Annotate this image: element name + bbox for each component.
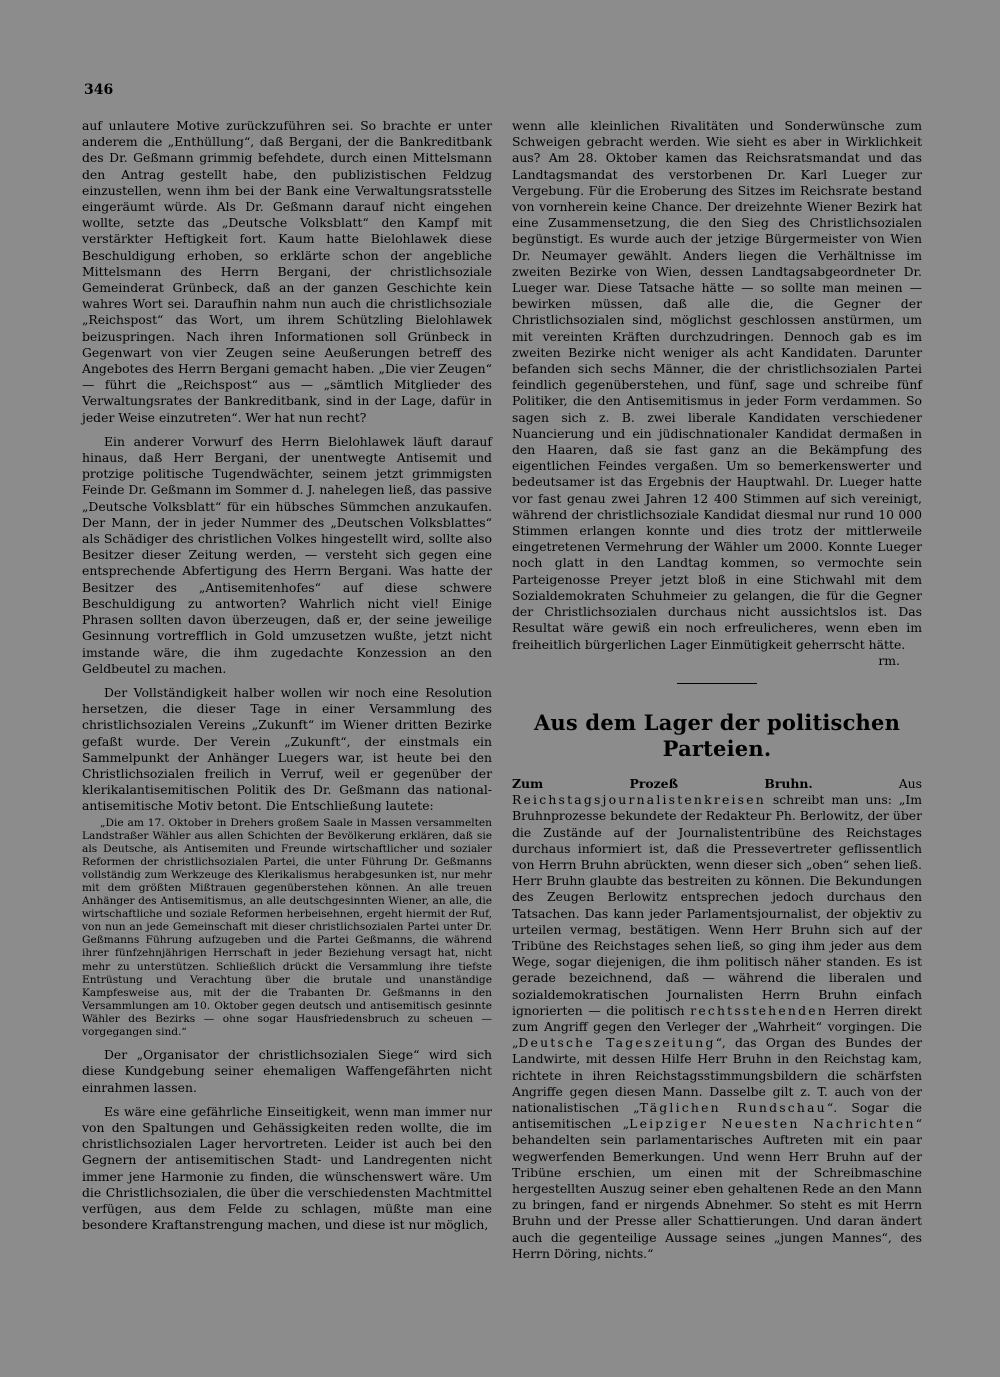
article-paragraph bbox=[512, 776, 922, 1262]
text-run: schreibt man uns: „Im Bruhnprozesse bekundete der Redakteur Ph. Berlowitz, der über die Zustände auf der Journalistentribüne des Reichstages durchaus informiert ist, daß die Pressevertreter geflissentlich von Herrn Bruhn abrückten, wenn dieser sich „oben“ sehen ließ. Herr Bruhn glaubte das bestreiten zu können. Die Bekundungen des Zeugen Berlowitz entsprechen jedoch durchaus den Tatsachen. Das kann jeder Parlamentsjournalist, der objektiv zu urteilen vermag, bestätigen. Wenn Herr Bruhn sich auf der Tribüne des Reichstages sehen ließ, so ging ihm jeder aus dem Wege, sogar diejenigen, die ihm politisch näher standen. Es ist gerade bezeichnend, daß — während die liberalen und sozialdemokratischen Journalisten Herrn Bruhn einfach ignorierten — die politisch bbox=[512, 792, 922, 1018]
paragraph: Der „Organisator der christlichsozialen Siege“ wird sich diese Kundgebung seiner ehemaligen Waffengefährten nicht einrahmen lassen. bbox=[82, 1047, 492, 1095]
text-run: “, das Organ des Bundes der Landwirte, mit dessen Hilfe Herr Bruhn in den Reichstag kam, richtete in ihren Reichstagsstimmungsbildern die schärfsten Angriffe gegen diesen Mann. Dasselbe gilt z. T. auch von der nationalistischen „ bbox=[512, 1035, 923, 1115]
text-run: Aus bbox=[812, 775, 922, 791]
text-run: “. Sogar die antisemitischen „ bbox=[512, 1099, 922, 1132]
paragraph: wenn alle kleinlichen Rivalitäten und Sonderwünsche zum Schweigen gebracht werden. Wie sieht es aber in Wirklichkeit aus? Am 28. Oktober kamen das Reichsratsmandat und das Landtagsmandat des verstorbenen Dr. Karl Lueger zur Vergebung. Für die Eroberung des Sitzes im Reichsrate bestand von vornherein keine Chance. Der dreizehnte Wiener Bezirk hat eine Zusammensetzung, die den Sieg des Christlichsozialen begünstigt. Es wurde auch der jetzige Bürgermeister von Wien Dr. Neumayer gewählt. Anders liegen die Verhältnisse im zweiten Bezirke von Wien, dessen Landtagsabgeordneter Dr. Lueger war. Diese Tatsache hätte — so sollte man meinen — bewirken müssen, daß alle die, die Gegner der Christlichsozialen sind, möglichst geschlossen anstürmen, um mit vereinten Kräften durchzudringen. Dennoch gab es im zweiten Bezirke nicht weniger als acht Kandidaten. Darunter befanden sich sechs Männer, die der christlichsozialen Partei feindlich gegenüberstehen, und fünf, sage und schreibe fünf Politiker, die den Antisemitismus in jeder Form verdammen. So sagen sich z. B. zwei liberale Kandidaten verschiedener Nuancierung und ein jüdischnationaler Kandidat dermaßen in den Haaren, daß sie fast ganz an die Bekämpfung des eigentlichen Feindes vergaßen. Um so bemerkenswerter und bedeutsamer ist das Ergebnis der Hauptwahl. Dr. Lueger hatte vor fast genau zwei Jahren 12 400 Stimmen auf sich vereinigt, während der christlichsoziale Kandidat diesmal nur rund 10 000 Stimmen erlangen konnte und dies trotz der mittlerweile eingetretenen Vermehrung der Wähler um 2000. Konnte Lueger noch glatt in den Landtag kommen, so vermochte sein Parteigenosse Preyer jetzt bloß in eine Stichwahl mit dem Sozialdemokraten Schuhmeier zu gelangen, die für die Gegner der Christlichsozialen durchaus nicht aussichtslos ist. Das Resultat wäre gewiß ein noch erfreulicheres, wenn eben im freiheitlich bürgerlichen Lager Einmütigkeit geherrscht hätte. bbox=[512, 118, 922, 652]
paragraph: auf unlautere Motive zurückzuführen sei. So brachte er unter anderem die „Enthüllung“, daß Bergani, der die Bankreditbank des Dr. Geßmann grimmig befehdete, durch einen Mittelsmann den Antrag gestellt habe, den publizistischen Feldzug einzustellen, wenn ihm bei der Bank eine Verwaltungsratsstelle eingeräumt würde. Als Dr. Geßmann darauf nicht eingehen wollte, setzte das „Deutsche Volksblatt“ den Kampf mit verstärkter Heftigkeit fort. Kaum hatte Bielohlawek diese Beschuldigung erhoben, so erklärte schon der angebliche Mittelsmann des Herrn Bergani, der christlichsoziale Gemeinderat Grünbeck, daß an der ganzen Geschichte kein wahres Wort sei. Daraufhin nahm nun auch die christlichsoziale „Reichspost“ das Wort, um ihrem Schützling Bielohlawek beizuspringen. Nach ihren Informationen soll Grünbeck in Gegenwart von vier Zeugen seine Aeußerungen betreff des Angebotes des Herrn Bergani gemacht haben. „Die vier Zeugen“ — führt die „Reichspost“ aus — „sämtlich Mitglieder des Verwaltungsrates der Bankreditbank, sind in der Lage, dafür in jeder Weise einzutreten“. Wer hat nun recht? bbox=[82, 118, 492, 425]
paragraph: Es wäre eine gefährliche Einseitigkeit, wenn man immer nur von den Spaltungen und Gehässigkeiten reden wollte, die im christlichsozialen Lager hervortreten. Leider ist auch bei den Gegnern der antisemitischen Stadt- und Landregenten nicht immer jene Harmonie zu finden, die wünschenswert wäre. Um die Christlichsozialen, die über die verschiedensten Machtmittel verfügen, aus dem Felde zu schlagen, müßte man eine besondere Kraftanstrengung machen, und diese ist nur möglich, bbox=[82, 1103, 492, 1233]
paragraph: Der Vollständigkeit halber wollen wir noch eine Resolution hersetzen, die dieser Tage in einer Versammlung des christlichsozialen Vereins „Zukunft“ im Wiener dritten Bezirke gefaßt wurde. Der Verein „Zukunft“, der einstmals ein Sammelpunkt der Anhänger Luegers war, ist heute bei den Christlichsozialen freilich in Verruf, weil er gegenüber der klerikalantisemitischen Politik des Dr. Geßmann das national-antisemitische Motiv betont. Die Entschließung lautete: bbox=[82, 684, 492, 814]
paragraph: Ein anderer Vorwurf des Herrn Bielohlawek läuft darauf hinaus, daß Herr Bergani, der unentwegte Antisemit und protzige politische Tugendwächter, seinem jetzt grimmigsten Feinde Dr. Geßmann im Sommer d. J. nahelegen ließ, das passive „Deutsche Volksblatt“ für ein hübsches Sümmchen anzukaufen. Der Mann, der in jeder Nummer des „Deutschen Volksblattes“ als Schädiger des christlichen Volkes hingestellt wird, sollte also Besitzer dieser Zeitung werden, — versteht sich gegen eine entsprechende Abfertigung des Herrn Bergani. Was hatte der Besitzer des „Antisemitenhofes“ auf diese schwere Beschuldigung zu antworten? Wahrlich nicht viel! Einige Phrasen sollten davon überzeugen, daß er, der seine jeweilige Gesinnung vortrefflich in Gold umzusetzen wußte, jetzt nicht imstande wäre, die ihm zugedachte Konzession an den Geldbeutel zu machen. bbox=[82, 433, 492, 676]
spaced-text: Reichstagsjournalistenkreisen bbox=[512, 792, 766, 808]
spaced-text: Deutsche Tageszeitung bbox=[518, 1035, 716, 1051]
text-run: “ behandelten sein parlamentarisches Auftreten mit ein paar wegwerfenden Bemerkungen. Und wenn Herr Bruhn auf der Tribüne erschien, um einen mit der Schreibmaschine hergestellten Auszug seiner eben gehaltenen Rede an den Mann zu bringen, fand er nirgends Abnehmer. So steht es mit Herrn Bruhn und der Presse aller Schattierungen. Und daran ändert auch die gegenteilige Aussage seines „jungen Mannes“, des Herrn Döring, nichts.“ bbox=[512, 1116, 922, 1261]
section-divider bbox=[677, 683, 757, 684]
spaced-text: Leipziger Neuesten Nachrichten bbox=[629, 1116, 916, 1132]
right-column bbox=[512, 118, 922, 1262]
resolution-quote: „Die am 17. Oktober in Drehers großem Saale in Massen versammelten Landstraßer Wähler aus allen Schichten der Bevölkerung erklären, daß sie als Deutsche, als Antisemiten und Freunde wirtschaftlicher und sozialer Reformen der christlichsozialen Partei, die unter Führung Dr. Geßmanns vollständig zum Werkzeuge des Klerikalismus herabgesunken ist, nur mehr mit dem größten Mißtrauen gegenüberstehen können. An alle treuen Anhänger des Antisemitismus, an alle deutschgesinnten Wiener, an alle, die wirtschaftliche und soziale Reformen herbeisehnen, ergeht hiermit der Ruf, von nun an jede Gemeinschaft mit dieser christlichsozialen Partei unter Dr. Geßmanns Führung aufzugeben und die Partei Geßmanns, die während ihrer fünfzehnjährigen Herrschaft in jeder Beziehung versagt hat, nicht mehr zu unterstützen. Schließlich drückt die Versammlung ihre tiefste Entrüstung und Verachtung über die brutale und unanständige Kampfesweise aus, mit der die Trabanten Dr. Geßmanns in den Versammlungen am 10. Oktober gegen deutsch und antisemitisch gesinnte Wähler des Bezirks — ohne sogar Hausfriedensbruch zu scheuen — vorgegangen sind.“ bbox=[82, 816, 492, 1039]
text-run: Herren direkt zum Angriff gegen den Verleger der „Wahrheit“ vorgingen. Die „ bbox=[512, 1002, 923, 1051]
section-heading: Aus dem Lager der politischen Parteien. bbox=[533, 709, 901, 761]
page-number: 346 bbox=[84, 82, 114, 98]
spaced-text: rechtsstehenden bbox=[690, 1002, 828, 1018]
author-signature: rm. bbox=[878, 652, 900, 668]
article-lead: Zum Prozeß Bruhn. bbox=[512, 775, 813, 791]
left-column bbox=[82, 118, 492, 1233]
spaced-text: Täglichen Rundschau bbox=[639, 1099, 827, 1115]
